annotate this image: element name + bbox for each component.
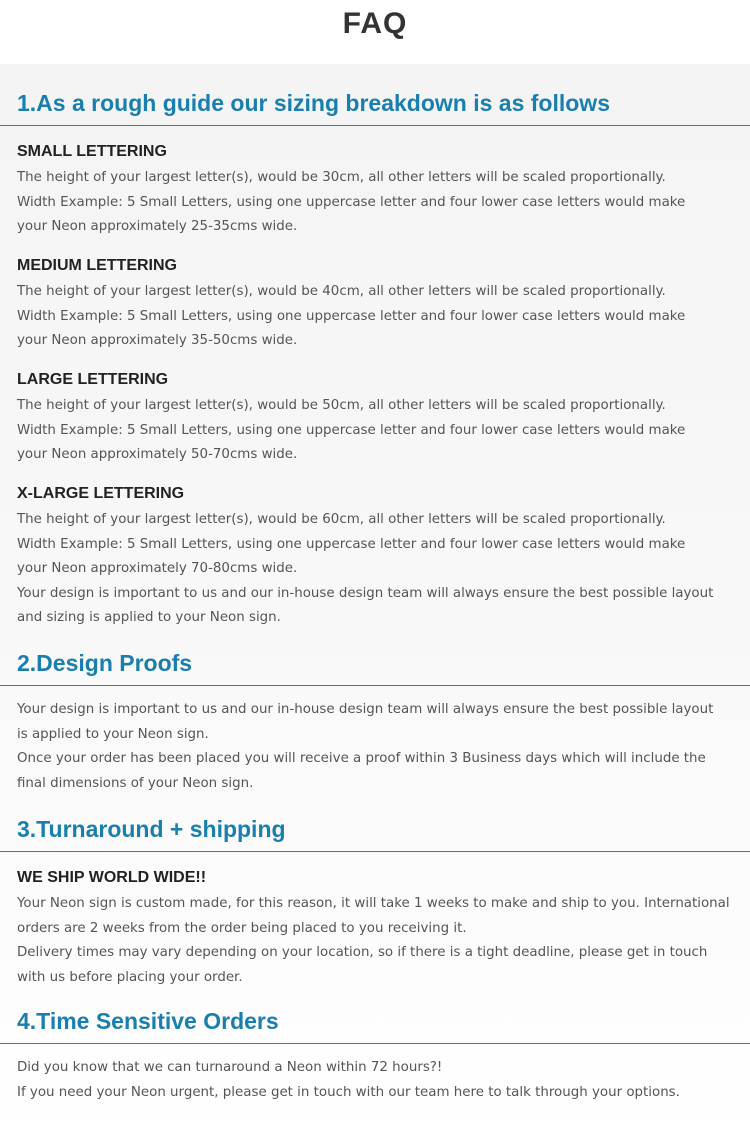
text-line: Width Example: 5 Small Letters, using one uppercase letter and four lower case letters would make [17, 308, 686, 324]
text-line: your Neon approximately 25-35cms wide. [17, 219, 298, 235]
sizing-large-group [17, 370, 737, 468]
text-line: with us before placing your order. [17, 969, 243, 985]
sizing-xlarge-group [17, 484, 737, 631]
sizing-small-group [17, 142, 737, 240]
page-title: FAQ [342, 7, 408, 40]
text-line: Delivery times may vary depending on your location, so if there is a tight deadline, please get in touch [17, 945, 708, 961]
text-line: your Neon approximately 35-50cms wide. [17, 333, 298, 349]
text-line: Your design is important to us and our in-house design team will always ensure the best possible layout [17, 702, 714, 717]
section-divider [0, 851, 750, 852]
sizing-large-heading: LARGE LETTERING [17, 371, 169, 388]
design-proofs-body [17, 698, 737, 796]
section-title-turnaround: 3.Turnaround + shipping [17, 816, 286, 842]
text-line: If you need your Neon urgent, please get in touch with our team here to talk through your options. [17, 1084, 680, 1100]
text-line: final dimensions of your Neon sign. [17, 775, 254, 791]
text-line: and sizing is applied to your Neon sign. [17, 610, 281, 626]
text-line: your Neon approximately 70-80cms wide. [17, 561, 298, 577]
sizing-medium-heading: MEDIUM LETTERING [17, 257, 177, 274]
sizing-small-heading: SMALL LETTERING [17, 143, 167, 160]
text-line: your Neon approximately 50-70cms wide. [17, 447, 298, 463]
section-title-design-proofs: 2.Design Proofs [17, 650, 193, 676]
text-line: Once your order has been placed you will receive a proof within 3 Business days which will include the [17, 751, 706, 767]
text-line: is applied to your Neon sign. [17, 726, 209, 742]
text-line: The height of your largest letter(s), would be 50cm, all other letters will be scaled proportionally. [17, 398, 666, 413]
sizing-medium-group [17, 256, 737, 354]
sizing-xlarge-heading: X-LARGE LETTERING [17, 485, 185, 502]
text-line: Width Example: 5 Small Letters, using one uppercase letter and four lower case letters would make [17, 422, 686, 438]
section-title-sizing: 1.As a rough guide our sizing breakdown is as follows [17, 90, 610, 116]
text-line: Width Example: 5 Small Letters, using one uppercase letter and four lower case letters would make [17, 194, 686, 210]
text-line: The height of your largest letter(s), would be 40cm, all other letters will be scaled proportionally. [17, 284, 666, 299]
section-divider [0, 125, 750, 126]
text-line: Width Example: 5 Small Letters, using one uppercase letter and four lower case letters would make [17, 536, 686, 552]
text-line: Your Neon sign is custom made, for this reason, it will take 1 weeks to make and ship to you. International [17, 896, 730, 911]
time-sensitive-body [17, 1056, 737, 1105]
section-divider [0, 685, 750, 686]
ship-world-wide-heading: WE SHIP WORLD WIDE!! [17, 869, 207, 886]
section-divider [0, 1043, 750, 1044]
section-title-time-sensitive: 4.Time Sensitive Orders [17, 1008, 279, 1034]
text-line: Did you know that we can turnaround a Neon within 72 hours?! [17, 1060, 443, 1075]
text-line: The height of your largest letter(s), would be 60cm, all other letters will be scaled proportionally. [17, 512, 666, 527]
text-line: orders are 2 weeks from the order being placed to you receiving it. [17, 920, 467, 936]
text-line: The height of your largest letter(s), would be 30cm, all other letters will be scaled proportionally. [17, 170, 666, 185]
text-line: Your design is important to us and our in-house design team will always ensure the best possible layout [17, 585, 714, 601]
turnaround-body [17, 868, 737, 990]
faq-content [0, 64, 750, 1147]
page-header [0, 0, 750, 64]
